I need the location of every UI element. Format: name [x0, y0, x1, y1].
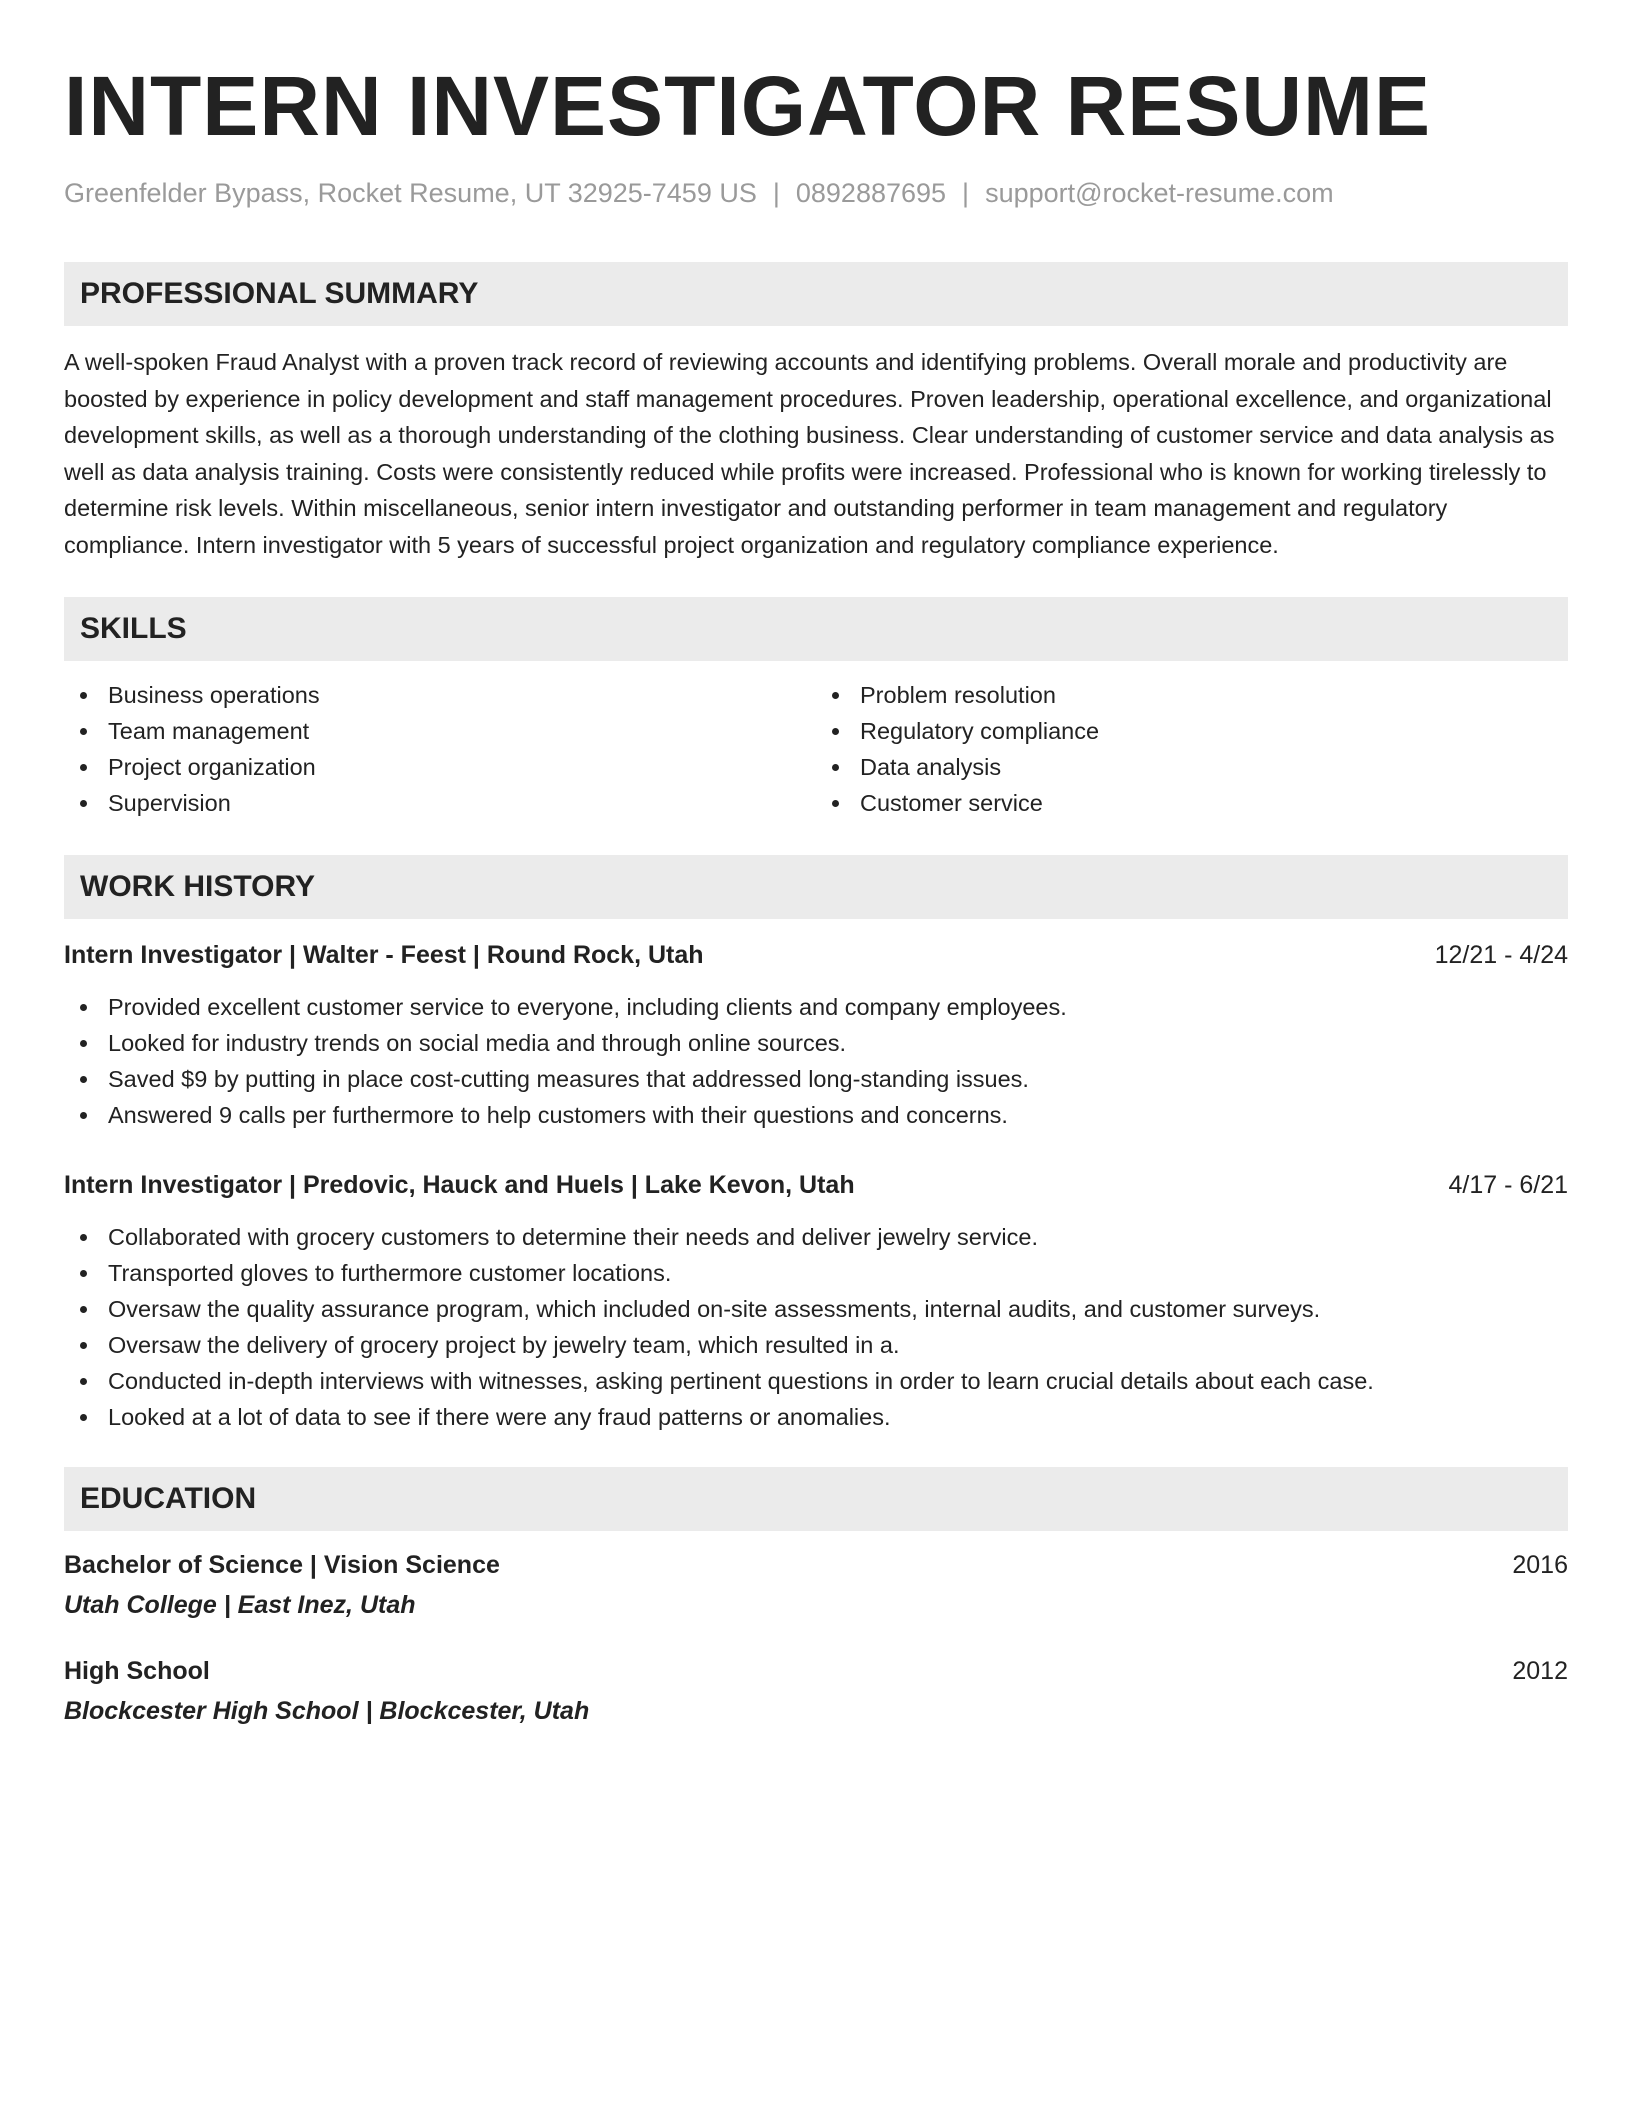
education-header: [64, 1653, 1568, 1689]
skills-column-left: [64, 677, 816, 821]
section-heading-skills: SKILLS: [64, 597, 1568, 661]
education-year: 2012: [1512, 1657, 1568, 1685]
skill-item: Supervision: [64, 785, 816, 821]
job-entry: [64, 937, 1568, 1133]
skills-list: [64, 677, 1568, 821]
contact-line: [64, 176, 1568, 210]
job-bullets: [64, 1219, 1568, 1435]
education-entry: [64, 1547, 1568, 1623]
education-degree: High School: [64, 1657, 210, 1685]
job-title: Intern Investigator | Predovic, Hauck and Huels | Lake Kevon, Utah: [64, 1171, 855, 1199]
job-bullet: Looked for industry trends on social media and through online sources.: [64, 1025, 1568, 1061]
education-header: [64, 1547, 1568, 1583]
job-entry: [64, 1167, 1568, 1435]
job-bullet: Oversaw the quality assurance program, which included on-site assessments, internal audits, and customer surveys.: [64, 1291, 1568, 1327]
section-heading-summary: PROFESSIONAL SUMMARY: [64, 262, 1568, 326]
job-title: Intern Investigator | Walter - Feest | Round Rock, Utah: [64, 941, 704, 969]
job-bullet: Transported gloves to furthermore customer locations.: [64, 1255, 1568, 1291]
job-header: [64, 1167, 1568, 1203]
job-dates: 12/21 - 4/24: [1434, 941, 1568, 969]
section-heading-work-history: WORK HISTORY: [64, 855, 1568, 919]
job-bullet: Answered 9 calls per furthermore to help customers with their questions and concerns.: [64, 1097, 1568, 1133]
education-year: 2016: [1512, 1551, 1568, 1579]
job-bullet: Collaborated with grocery customers to determine their needs and deliver jewelry service.: [64, 1219, 1568, 1255]
section-heading-education: EDUCATION: [64, 1467, 1568, 1531]
contact-phone: 0892887695: [795, 178, 947, 208]
job-bullet: Oversaw the delivery of grocery project by jewelry team, which resulted in a.: [64, 1327, 1568, 1363]
education-school: Blockcester High School | Blockcester, Utah: [64, 1697, 590, 1725]
contact-separator: |: [772, 178, 780, 208]
skill-item: Regulatory compliance: [816, 713, 1568, 749]
job-bullet: Saved $9 by putting in place cost-cutting measures that addressed long-standing issues.: [64, 1061, 1568, 1097]
job-bullet: Provided excellent customer service to everyone, including clients and company employees.: [64, 989, 1568, 1025]
contact-email: support@rocket-resume.com: [985, 178, 1334, 208]
contact-address: Greenfelder Bypass, Rocket Resume, UT 32925-7459 US: [64, 178, 757, 208]
contact-separator: |: [962, 178, 970, 208]
skill-item: Problem resolution: [816, 677, 1568, 713]
skill-item: Business operations: [64, 677, 816, 713]
job-bullet: Conducted in-depth interviews with witnesses, asking pertinent questions in order to learn crucial details about each case.: [64, 1363, 1568, 1399]
summary-text: A well-spoken Fraud Analyst with a proven track record of reviewing accounts and identifying problems. Overall morale and productivity are boosted by experience in policy development and staff management procedures. Proven leadership, operational excellence, and organizational development skills, as well as a thorough understanding of the clothing business. Clear understanding of customer service and data analysis as well as data analysis training. Costs were consistently reduced while profits were increased. Professional who is known for working tirelessly to determine risk levels. Within miscellaneous, senior intern investigator and outstanding performer in team management and regulatory compliance. Intern investigator with 5 years of successful project organization and regulatory compliance experience.: [64, 349, 1555, 558]
education-degree: Bachelor of Science | Vision Science: [64, 1551, 500, 1579]
education-school: Utah College | East Inez, Utah: [64, 1591, 416, 1619]
job-header: [64, 937, 1568, 973]
job-bullets: [64, 989, 1568, 1133]
skill-item: Customer service: [816, 785, 1568, 821]
resume-title: INTERN INVESTIGATOR RESUME: [64, 59, 1432, 153]
skill-item: Team management: [64, 713, 816, 749]
skill-item: Data analysis: [816, 749, 1568, 785]
skill-item: Project organization: [64, 749, 816, 785]
skills-column-right: [816, 677, 1568, 821]
job-dates: 4/17 - 6/21: [1448, 1171, 1568, 1199]
job-bullet: Looked at a lot of data to see if there were any fraud patterns or anomalies.: [64, 1399, 1568, 1435]
education-entry: [64, 1653, 1568, 1729]
